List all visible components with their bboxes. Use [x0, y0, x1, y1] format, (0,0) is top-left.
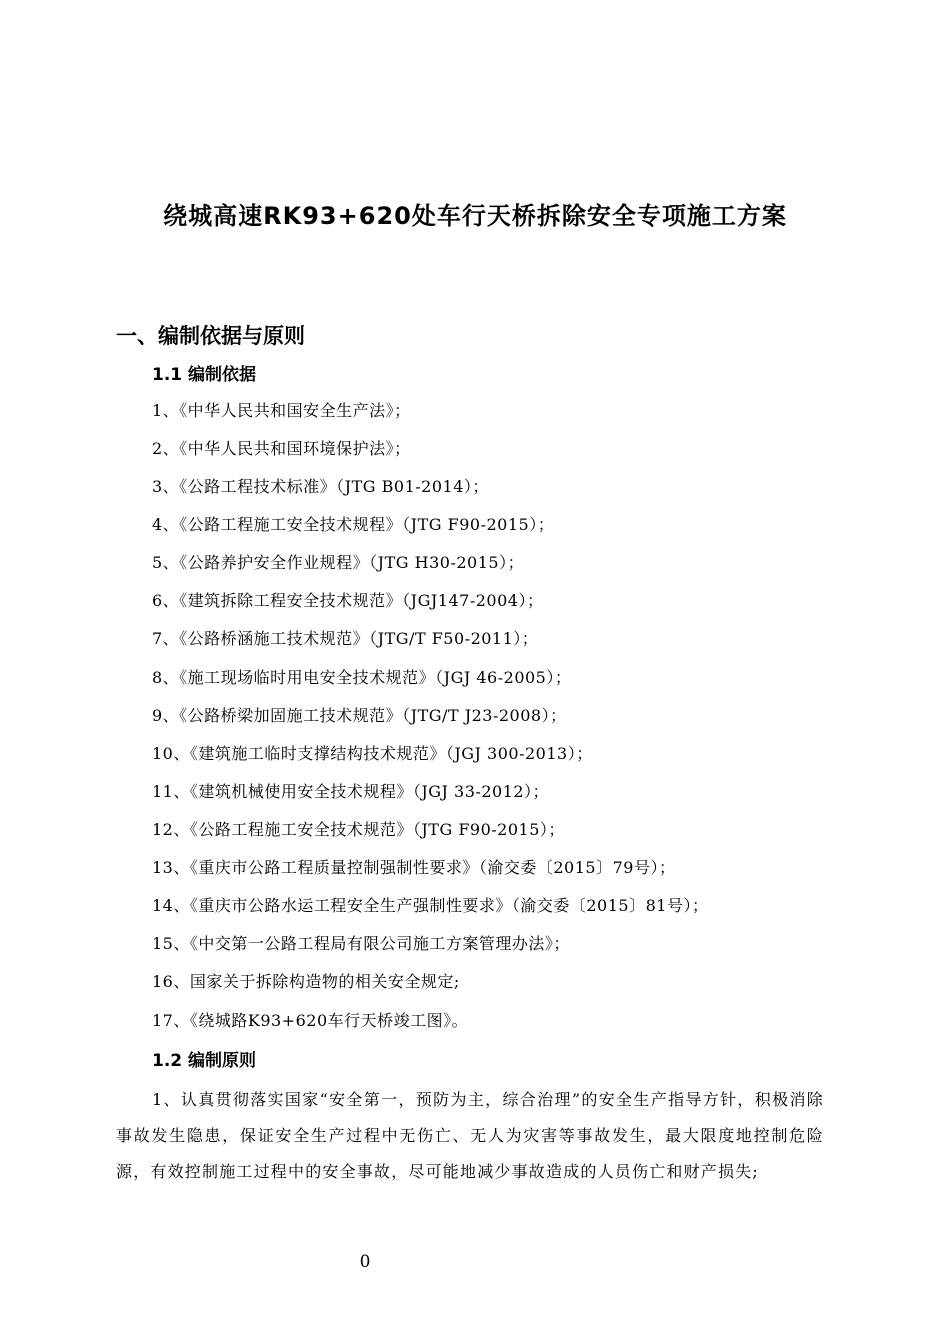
section-heading: 一、编制依据与原则 [116, 324, 305, 348]
reference-item: 12、《公路工程施工安全技术规范》（JTG F90-2015）； [152, 820, 565, 839]
page-number: 0 [359, 1252, 371, 1272]
subsection-heading-principles: 1.2 编制原则 [152, 1051, 257, 1071]
reference-item: 5、《公路养护安全作业规程》（JTG H30-2015）； [152, 553, 525, 572]
reference-item: 17、《绕城路K93+620车行天桥竣工图》。 [152, 1011, 469, 1030]
reference-item: 8、《施工现场临时用电安全技术规范》（JGJ 46-2005）； [152, 668, 572, 687]
reference-item: 9、《公路桥梁加固施工技术规范》（JTG/T J23-2008）； [152, 706, 567, 725]
reference-item: 10、《建筑施工临时支撑结构技术规范》（JGJ 300-2013）； [152, 744, 593, 763]
reference-item: 7、《公路桥涵施工技术规范》（JTG/T F50-2011）； [152, 629, 539, 648]
reference-item: 6、《建筑拆除工程安全技术规范》（JGJ147-2004）； [152, 591, 544, 610]
reference-item: 15、《中交第一公路工程局有限公司施工方案管理办法》； [152, 934, 570, 953]
reference-item: 14、《重庆市公路水运工程安全生产强制性要求》（渝交委〔2015〕81号）； [152, 896, 709, 915]
principle-paragraph: 1、认真贯彻落实国家“安全第一，预防为主，综合治理”的安全生产指导方针，积极消除事故发生隐患，保证安全生产过程中无伤亡、无人为灾害等事故发生，最大限度地控制危险源，有效控制施工过程中的安全事故，尽可能地减少事故造成的人员伤亡和财产损失; [116, 1090, 824, 1181]
reference-item: 4、《公路工程施工安全技术规程》（JTG F90-2015）； [152, 515, 555, 534]
document-title: 绕城高速RK93+620处车行天桥拆除安全专项施工方案 [163, 202, 787, 230]
reference-item: 3、《公路工程技术标准》（JTG B01-2014）； [152, 477, 489, 496]
reference-item: 13、《重庆市公路工程质量控制强制性要求》（渝交委〔2015〕79号）； [152, 858, 676, 877]
reference-item: 2、《中华人民共和国环境保护法》； [152, 439, 411, 458]
subsection-heading-basis: 1.1 编制依据 [152, 365, 257, 385]
reference-item: 16、国家关于拆除构造物的相关安全规定; [152, 972, 460, 991]
reference-item: 1、《中华人民共和国安全生产法》； [152, 401, 411, 420]
reference-item: 11、《建筑机械使用安全技术规程》（JGJ 33-2012）； [152, 782, 550, 801]
